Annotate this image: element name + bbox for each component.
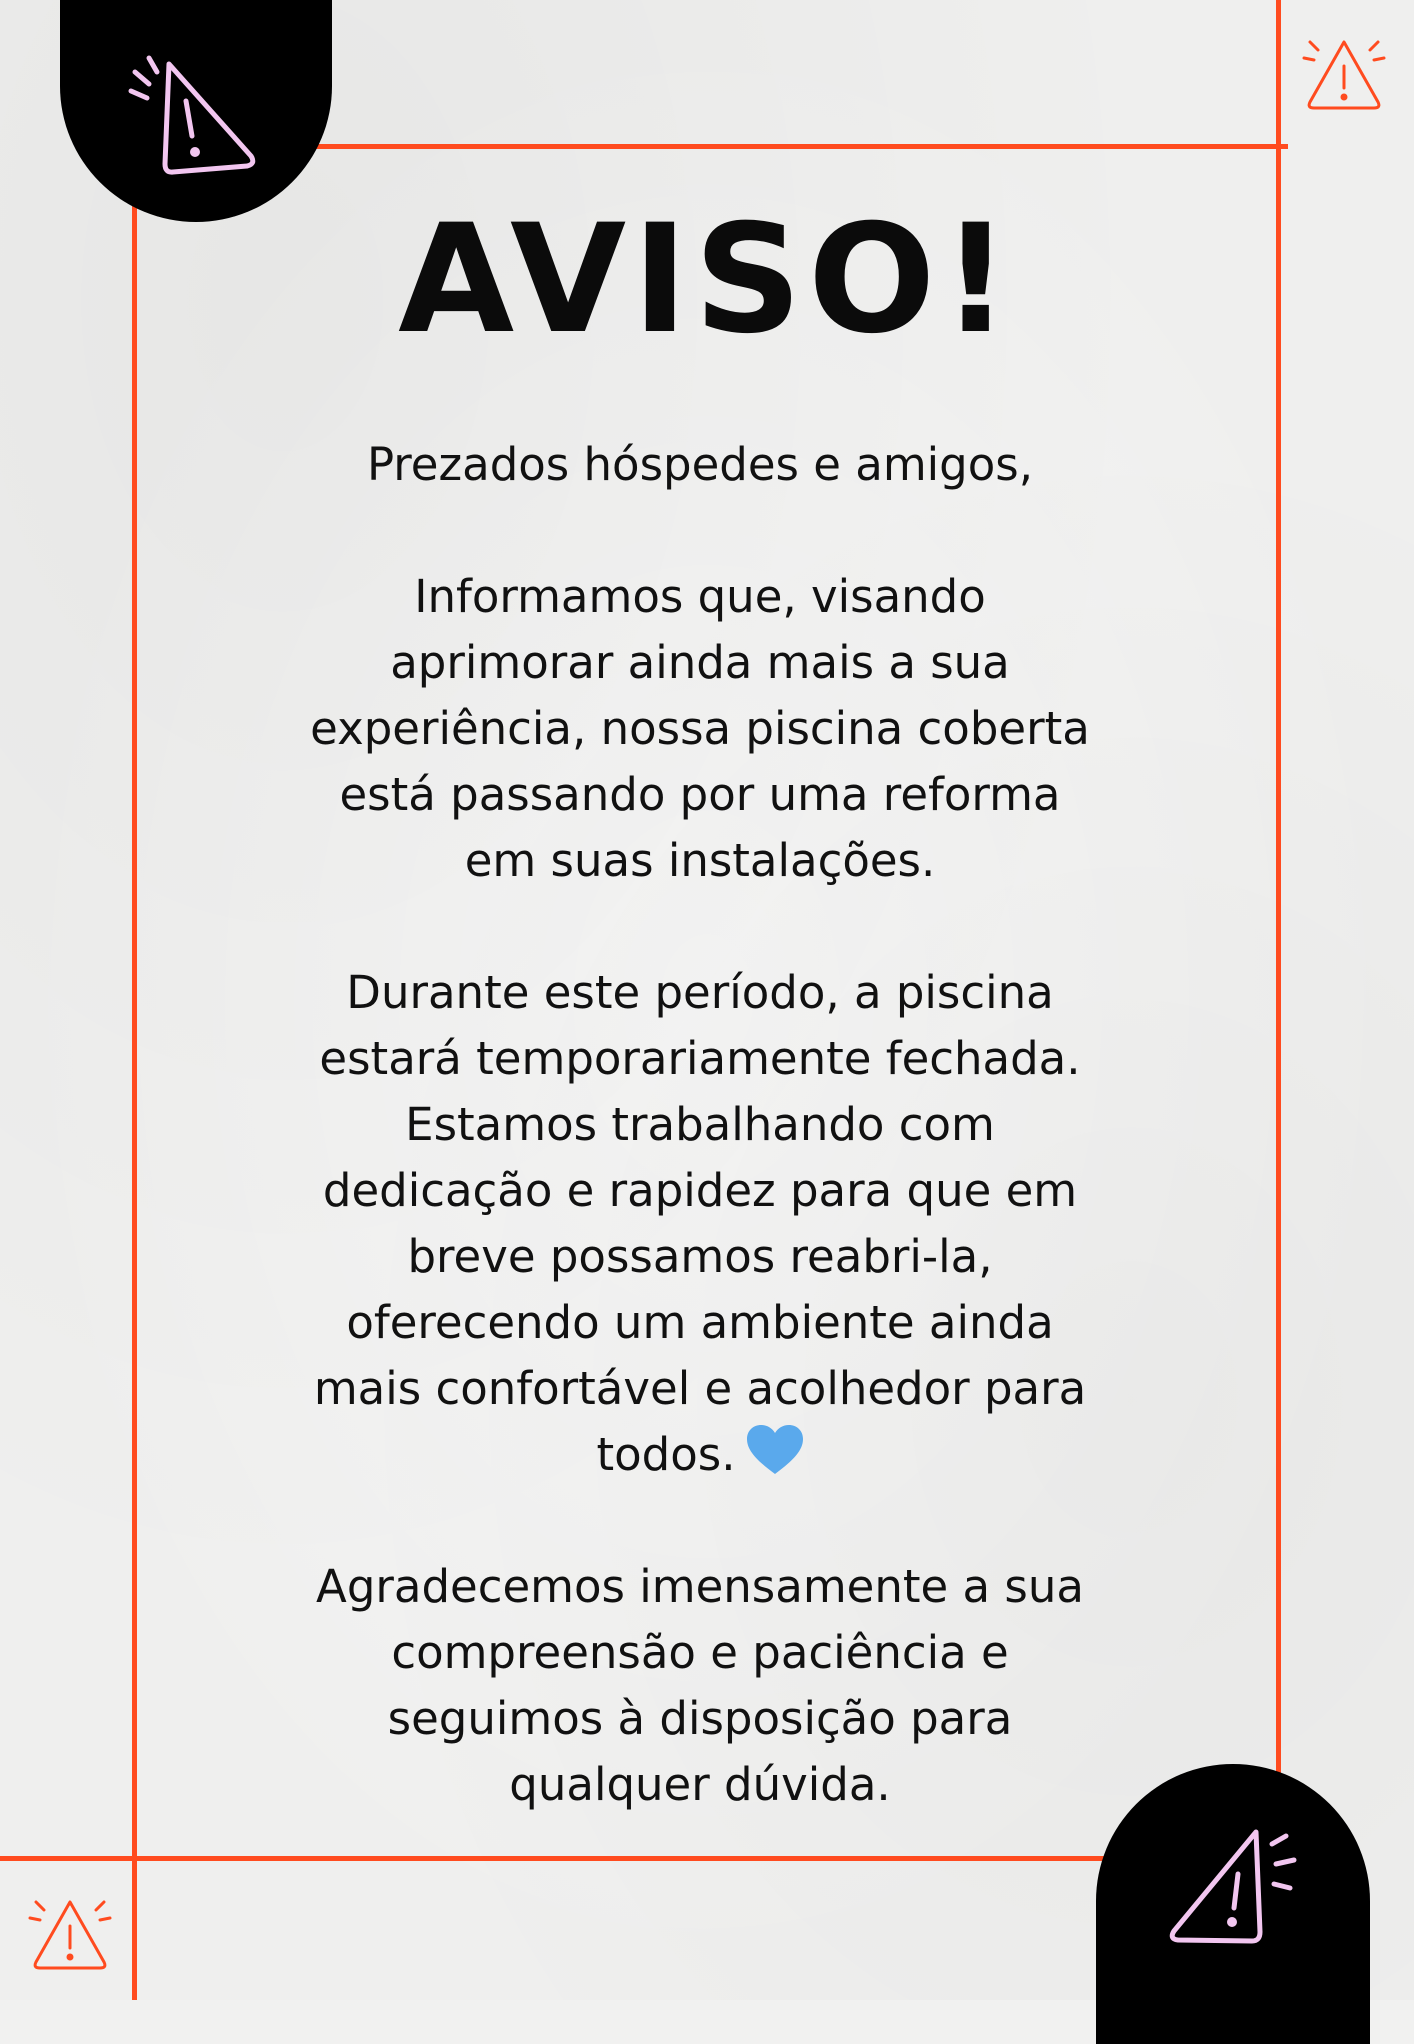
notice-body xyxy=(200,432,1200,1818)
text-line: qualquer dúvida. xyxy=(509,1758,891,1811)
warning-triangle-icon xyxy=(111,46,281,186)
page-title: AVISO! xyxy=(398,193,1016,367)
greeting-line: Prezados hóspedes e amigos, xyxy=(366,438,1034,491)
warning-triangle-icon xyxy=(22,1888,118,1984)
paragraph-closure xyxy=(200,960,1200,1488)
greeting xyxy=(200,432,1200,498)
text-line: estará temporariamente fechada. xyxy=(319,1032,1081,1085)
frame-line-left xyxy=(132,180,137,2000)
text-line: todos. xyxy=(596,1428,736,1481)
text-line: Durante este período, a piscina xyxy=(346,966,1054,1019)
text-line: oferecendo um ambiente ainda xyxy=(346,1296,1054,1349)
text-line-last xyxy=(200,1422,1200,1488)
frame-line-top xyxy=(226,144,1288,149)
frame-line-bottom xyxy=(0,1856,1150,1861)
text-line: mais confortável e acolhedor para xyxy=(313,1362,1087,1415)
blue-heart-icon xyxy=(746,1424,804,1476)
text-line: seguimos à disposição para xyxy=(387,1692,1013,1745)
paragraph-thanks xyxy=(200,1554,1200,1818)
warning-triangle-icon xyxy=(1148,1814,1318,1964)
text-line: em suas instalações. xyxy=(464,834,936,887)
text-line: Estamos trabalhando com xyxy=(405,1098,995,1151)
paragraph-renovation xyxy=(200,564,1200,894)
text-line: aprimorar ainda mais a sua xyxy=(390,636,1010,689)
text-line: experiência, nossa piscina coberta xyxy=(310,702,1090,755)
text-line: está passando por uma reforma xyxy=(339,768,1061,821)
text-line: Informamos que, visando xyxy=(414,570,986,623)
text-line: dedicação e rapidez para que em xyxy=(322,1164,1078,1217)
text-line: breve possamos reabri-la, xyxy=(407,1230,993,1283)
text-line: Agradecemos imensamente a sua xyxy=(316,1560,1084,1613)
warning-triangle-icon xyxy=(1296,28,1392,124)
text-line: compreensão e paciência e xyxy=(391,1626,1009,1679)
